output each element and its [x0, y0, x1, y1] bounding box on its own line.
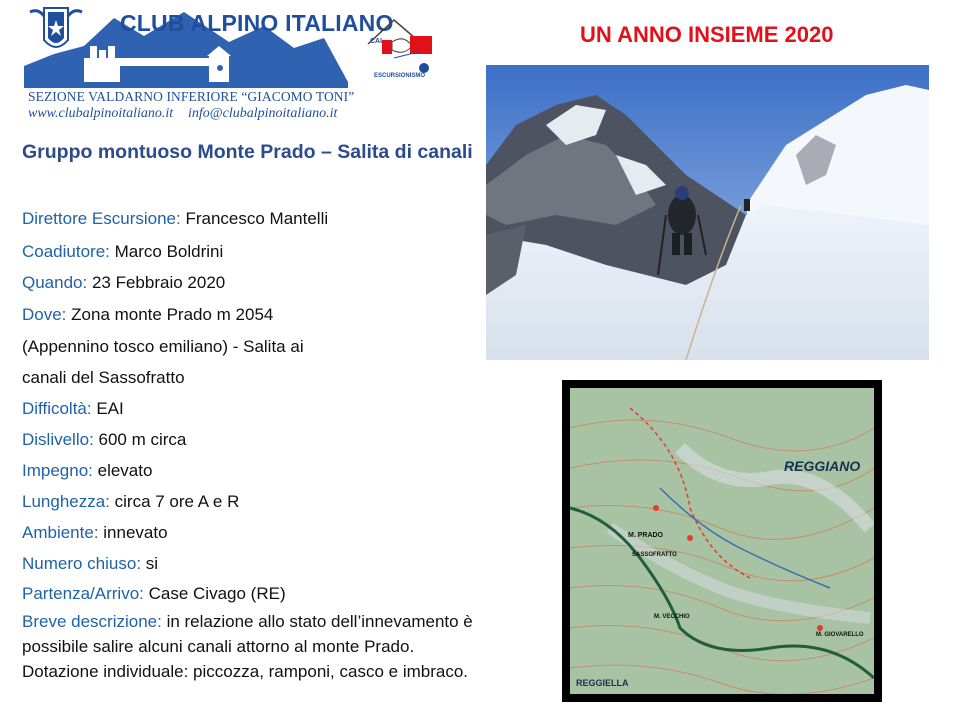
detail-label: Numero chiuso:	[22, 554, 142, 573]
map-label-region: REGGIANO	[784, 458, 861, 474]
logo-website: www.clubalpinoitaliano.it	[28, 106, 174, 121]
detail-label: Dove:	[22, 305, 67, 324]
detail-row-lunghezza	[22, 492, 239, 512]
detail-row-dislivello	[22, 430, 186, 450]
detail-row-difficolta	[22, 399, 124, 419]
detail-value: canali del Sassofratto	[22, 368, 185, 387]
detail-value: Case Civago (RE)	[143, 584, 286, 603]
route-title: Gruppo montuoso Monte Prado – Salita di canali	[22, 141, 473, 163]
detail-row-partenza	[22, 584, 286, 604]
logo-subtitle: SEZIONE VALDARNO INFERIORE “GIACOMO TONI”	[28, 89, 355, 104]
headline: UN ANNO INSIEME 2020	[580, 22, 834, 47]
detail-value: EAI	[91, 399, 124, 418]
detail-row-dove-cont-2	[22, 368, 185, 388]
detail-label: Lunghezza:	[22, 492, 110, 511]
detail-label: Coadiutore:	[22, 242, 110, 261]
detail-row-quando	[22, 273, 225, 293]
logo-email: info@clubalpinoitaliano.it	[188, 106, 338, 121]
cai-small-text: CAI	[370, 38, 383, 45]
logo-title: CLUB ALPINO ITALIANO	[120, 10, 394, 36]
detail-value: elevato	[92, 461, 153, 480]
topographic-map	[570, 388, 874, 694]
cai-escursionismo-logo	[362, 16, 440, 86]
description	[22, 609, 492, 684]
detail-row-coadiutore	[22, 242, 223, 262]
map-label-vecchio: M. VECCHIO	[654, 614, 690, 620]
detail-row-dove-cont-1	[22, 337, 304, 357]
mountain-photo-image	[486, 65, 929, 360]
topographic-map-frame	[562, 380, 882, 702]
detail-value: innevato	[98, 523, 168, 542]
map-image	[570, 388, 874, 694]
detail-row-director	[22, 209, 328, 229]
map-label-bottom: REGGIELLA	[576, 678, 629, 688]
detail-label: Ambiente:	[22, 523, 99, 542]
detail-value: 23 Febbraio 2020	[87, 273, 226, 292]
description-text: in relazione allo stato dell’innevamento è possibile salire alcuni canali attorno al monte Prado. Dotazione individuale: piccozza, ramponi, casco e imbraco.	[22, 612, 473, 681]
detail-value: circa 7 ore A e R	[109, 492, 240, 511]
detail-value: (Appennino tosco emiliano) - Salita ai	[22, 337, 304, 356]
map-label-prado: M. PRADO	[628, 532, 663, 539]
detail-label: Impegno:	[22, 461, 93, 480]
detail-value: Marco Boldrini	[109, 242, 224, 261]
detail-row-dove	[22, 305, 273, 325]
detail-value: Francesco Mantelli	[180, 209, 329, 228]
detail-label: Dislivello:	[22, 430, 94, 449]
detail-row-impegno	[22, 461, 152, 481]
detail-label: Direttore Escursione:	[22, 209, 181, 228]
detail-label: Quando:	[22, 273, 88, 292]
description-label: Breve descrizione:	[22, 612, 162, 631]
detail-row-ambiente	[22, 523, 168, 543]
map-label-sassofratto: SASSOFRATTO	[632, 552, 677, 558]
detail-label: Difficoltà:	[22, 399, 92, 418]
escursionismo-text: ESCURSIONISMO	[374, 73, 426, 79]
mountain-photo	[486, 65, 929, 360]
detail-row-numero-chiuso	[22, 554, 158, 574]
map-label-giovarello: M. GIOVARELLO	[816, 632, 864, 638]
detail-value: Zona monte Prado m 2054	[66, 305, 274, 324]
detail-value: si	[141, 554, 159, 573]
detail-label: Partenza/Arrivo:	[22, 584, 144, 603]
detail-value: 600 m circa	[93, 430, 187, 449]
